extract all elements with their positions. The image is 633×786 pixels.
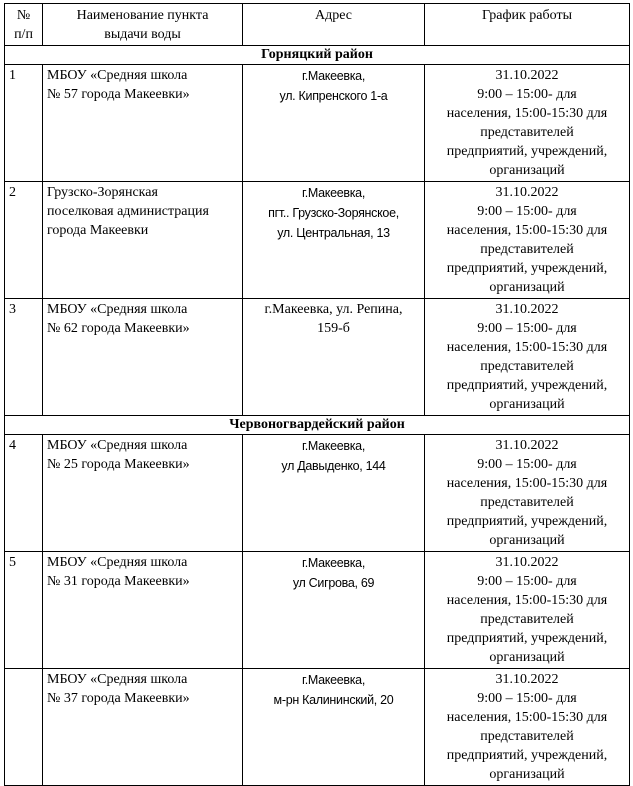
point-address-line: г.Макеевка, — [301, 439, 366, 453]
point-schedule-line: 31.10.2022 — [495, 302, 559, 317]
point-schedule-line: предприятий, учреждений, — [446, 261, 608, 276]
point-name-line: поселковая администрация — [47, 204, 209, 219]
point-address — [243, 669, 425, 786]
point-schedule-line: населения, 15:00-15:30 для — [446, 593, 608, 608]
point-name-line: МБОУ «Средняя школа — [47, 555, 188, 570]
point-schedule-line: организаций — [489, 280, 565, 295]
point-schedule-line: представителей — [480, 495, 574, 510]
row-number: 1 — [5, 65, 43, 182]
point-name-line: МБОУ «Средняя школа — [47, 672, 188, 687]
table-row — [5, 669, 630, 786]
header-name-line: выдачи воды — [104, 27, 181, 42]
point-address-line: ул. Кипренского 1-а — [279, 89, 388, 103]
table-header-row — [5, 4, 630, 46]
point-name-line: № 25 города Макеевки» — [47, 457, 190, 472]
header-address-label: Адрес — [314, 8, 352, 23]
point-address-line: ул Давыденко, 144 — [281, 459, 386, 473]
point-schedule-line: 31.10.2022 — [495, 68, 559, 83]
point-schedule-line: организаций — [489, 533, 565, 548]
header-schedule-label: График работы — [482, 8, 572, 23]
point-schedule-line: 9:00 – 15:00- для — [477, 204, 577, 219]
point-schedule-line: представителей — [480, 242, 574, 257]
point-name — [43, 552, 243, 669]
point-schedule-line: предприятий, учреждений, — [446, 514, 608, 529]
header-schedule — [425, 4, 630, 46]
point-schedule-line: 9:00 – 15:00- для — [477, 87, 577, 102]
point-name — [43, 182, 243, 299]
point-schedule — [425, 299, 630, 416]
point-address-line: г.Макеевка, — [301, 69, 366, 83]
point-name-line: № 37 города Макеевки» — [47, 691, 190, 706]
point-name — [43, 65, 243, 182]
point-schedule-line: 9:00 – 15:00- для — [477, 691, 577, 706]
header-name — [43, 4, 243, 46]
table-row — [5, 65, 630, 182]
row-number: 5 — [5, 552, 43, 669]
header-num-line: п/п — [14, 27, 33, 42]
point-schedule-line: представителей — [480, 359, 574, 374]
point-address-line: г.Макеевка, — [301, 186, 366, 200]
header-num — [5, 4, 43, 46]
point-schedule-line: населения, 15:00-15:30 для — [446, 106, 608, 121]
point-address-line: г.Макеевка, ул. Репина, — [264, 302, 403, 317]
point-schedule — [425, 669, 630, 786]
point-address — [243, 552, 425, 669]
point-name-line: МБОУ «Средняя школа — [47, 302, 188, 317]
point-schedule-line: 31.10.2022 — [495, 555, 559, 570]
point-schedule-line: организаций — [489, 397, 565, 412]
point-name-line: Грузско-Зорянская — [47, 185, 158, 200]
row-number — [5, 669, 43, 786]
district-row — [5, 416, 630, 435]
point-schedule-line: предприятий, учреждений, — [446, 631, 608, 646]
point-name — [43, 299, 243, 416]
point-address-line: г.Макеевка, — [301, 673, 366, 687]
point-schedule-line: представителей — [480, 729, 574, 744]
row-number: 2 — [5, 182, 43, 299]
header-num-line: № — [16, 8, 31, 23]
point-schedule-line: населения, 15:00-15:30 для — [446, 476, 608, 491]
district-title: Горняцкий район — [5, 46, 630, 65]
point-schedule-line: 9:00 – 15:00- для — [477, 457, 577, 472]
table-body — [5, 46, 630, 786]
point-schedule — [425, 182, 630, 299]
point-address-line: 159-б — [317, 321, 350, 336]
point-schedule-line: организаций — [489, 650, 565, 665]
district-row — [5, 46, 630, 65]
water-points-table — [4, 3, 630, 786]
point-schedule-line: населения, 15:00-15:30 для — [446, 340, 608, 355]
point-schedule-line: 31.10.2022 — [495, 672, 559, 687]
point-address — [243, 182, 425, 299]
point-schedule — [425, 552, 630, 669]
table-row — [5, 182, 630, 299]
point-schedule-line: населения, 15:00-15:30 для — [446, 223, 608, 238]
point-schedule — [425, 65, 630, 182]
point-schedule-line: предприятий, учреждений, — [446, 748, 608, 763]
point-address-line: ул. Центральная, 13 — [277, 226, 390, 240]
point-address — [243, 299, 425, 416]
header-address — [243, 4, 425, 46]
point-name-line: города Макеевки — [47, 223, 149, 238]
point-schedule-line: 31.10.2022 — [495, 185, 559, 200]
row-number: 3 — [5, 299, 43, 416]
point-name — [43, 435, 243, 552]
point-schedule-line: 31.10.2022 — [495, 438, 559, 453]
point-schedule-line: организаций — [489, 163, 565, 178]
point-address-line: м-рн Калининский, 20 — [273, 693, 394, 707]
point-schedule — [425, 435, 630, 552]
point-name — [43, 669, 243, 786]
point-name-line: № 31 города Макеевки» — [47, 574, 190, 589]
point-schedule-line: предприятий, учреждений, — [446, 378, 608, 393]
table-row — [5, 435, 630, 552]
point-name-line: МБОУ «Средняя школа — [47, 68, 188, 83]
point-address — [243, 65, 425, 182]
point-address-line: г.Макеевка, — [301, 556, 366, 570]
point-address — [243, 435, 425, 552]
point-schedule-line: 9:00 – 15:00- для — [477, 574, 577, 589]
header-name-line: Наименование пункта — [76, 8, 209, 23]
point-name-line: № 57 города Макеевки» — [47, 87, 190, 102]
point-name-line: № 62 города Макеевки» — [47, 321, 190, 336]
point-schedule-line: предприятий, учреждений, — [446, 144, 608, 159]
point-address-line: ул Сигрова, 69 — [292, 576, 375, 590]
district-title: Червоногвардейский район — [5, 416, 630, 435]
table-row — [5, 299, 630, 416]
point-schedule-line: представителей — [480, 125, 574, 140]
point-schedule-line: населения, 15:00-15:30 для — [446, 710, 608, 725]
row-number: 4 — [5, 435, 43, 552]
point-schedule-line: 9:00 – 15:00- для — [477, 321, 577, 336]
table-row — [5, 552, 630, 669]
point-schedule-line: организаций — [489, 767, 565, 782]
point-address-line: пгт.. Грузско-Зорянское, — [268, 206, 399, 220]
point-name-line: МБОУ «Средняя школа — [47, 438, 188, 453]
point-schedule-line: представителей — [480, 612, 574, 627]
